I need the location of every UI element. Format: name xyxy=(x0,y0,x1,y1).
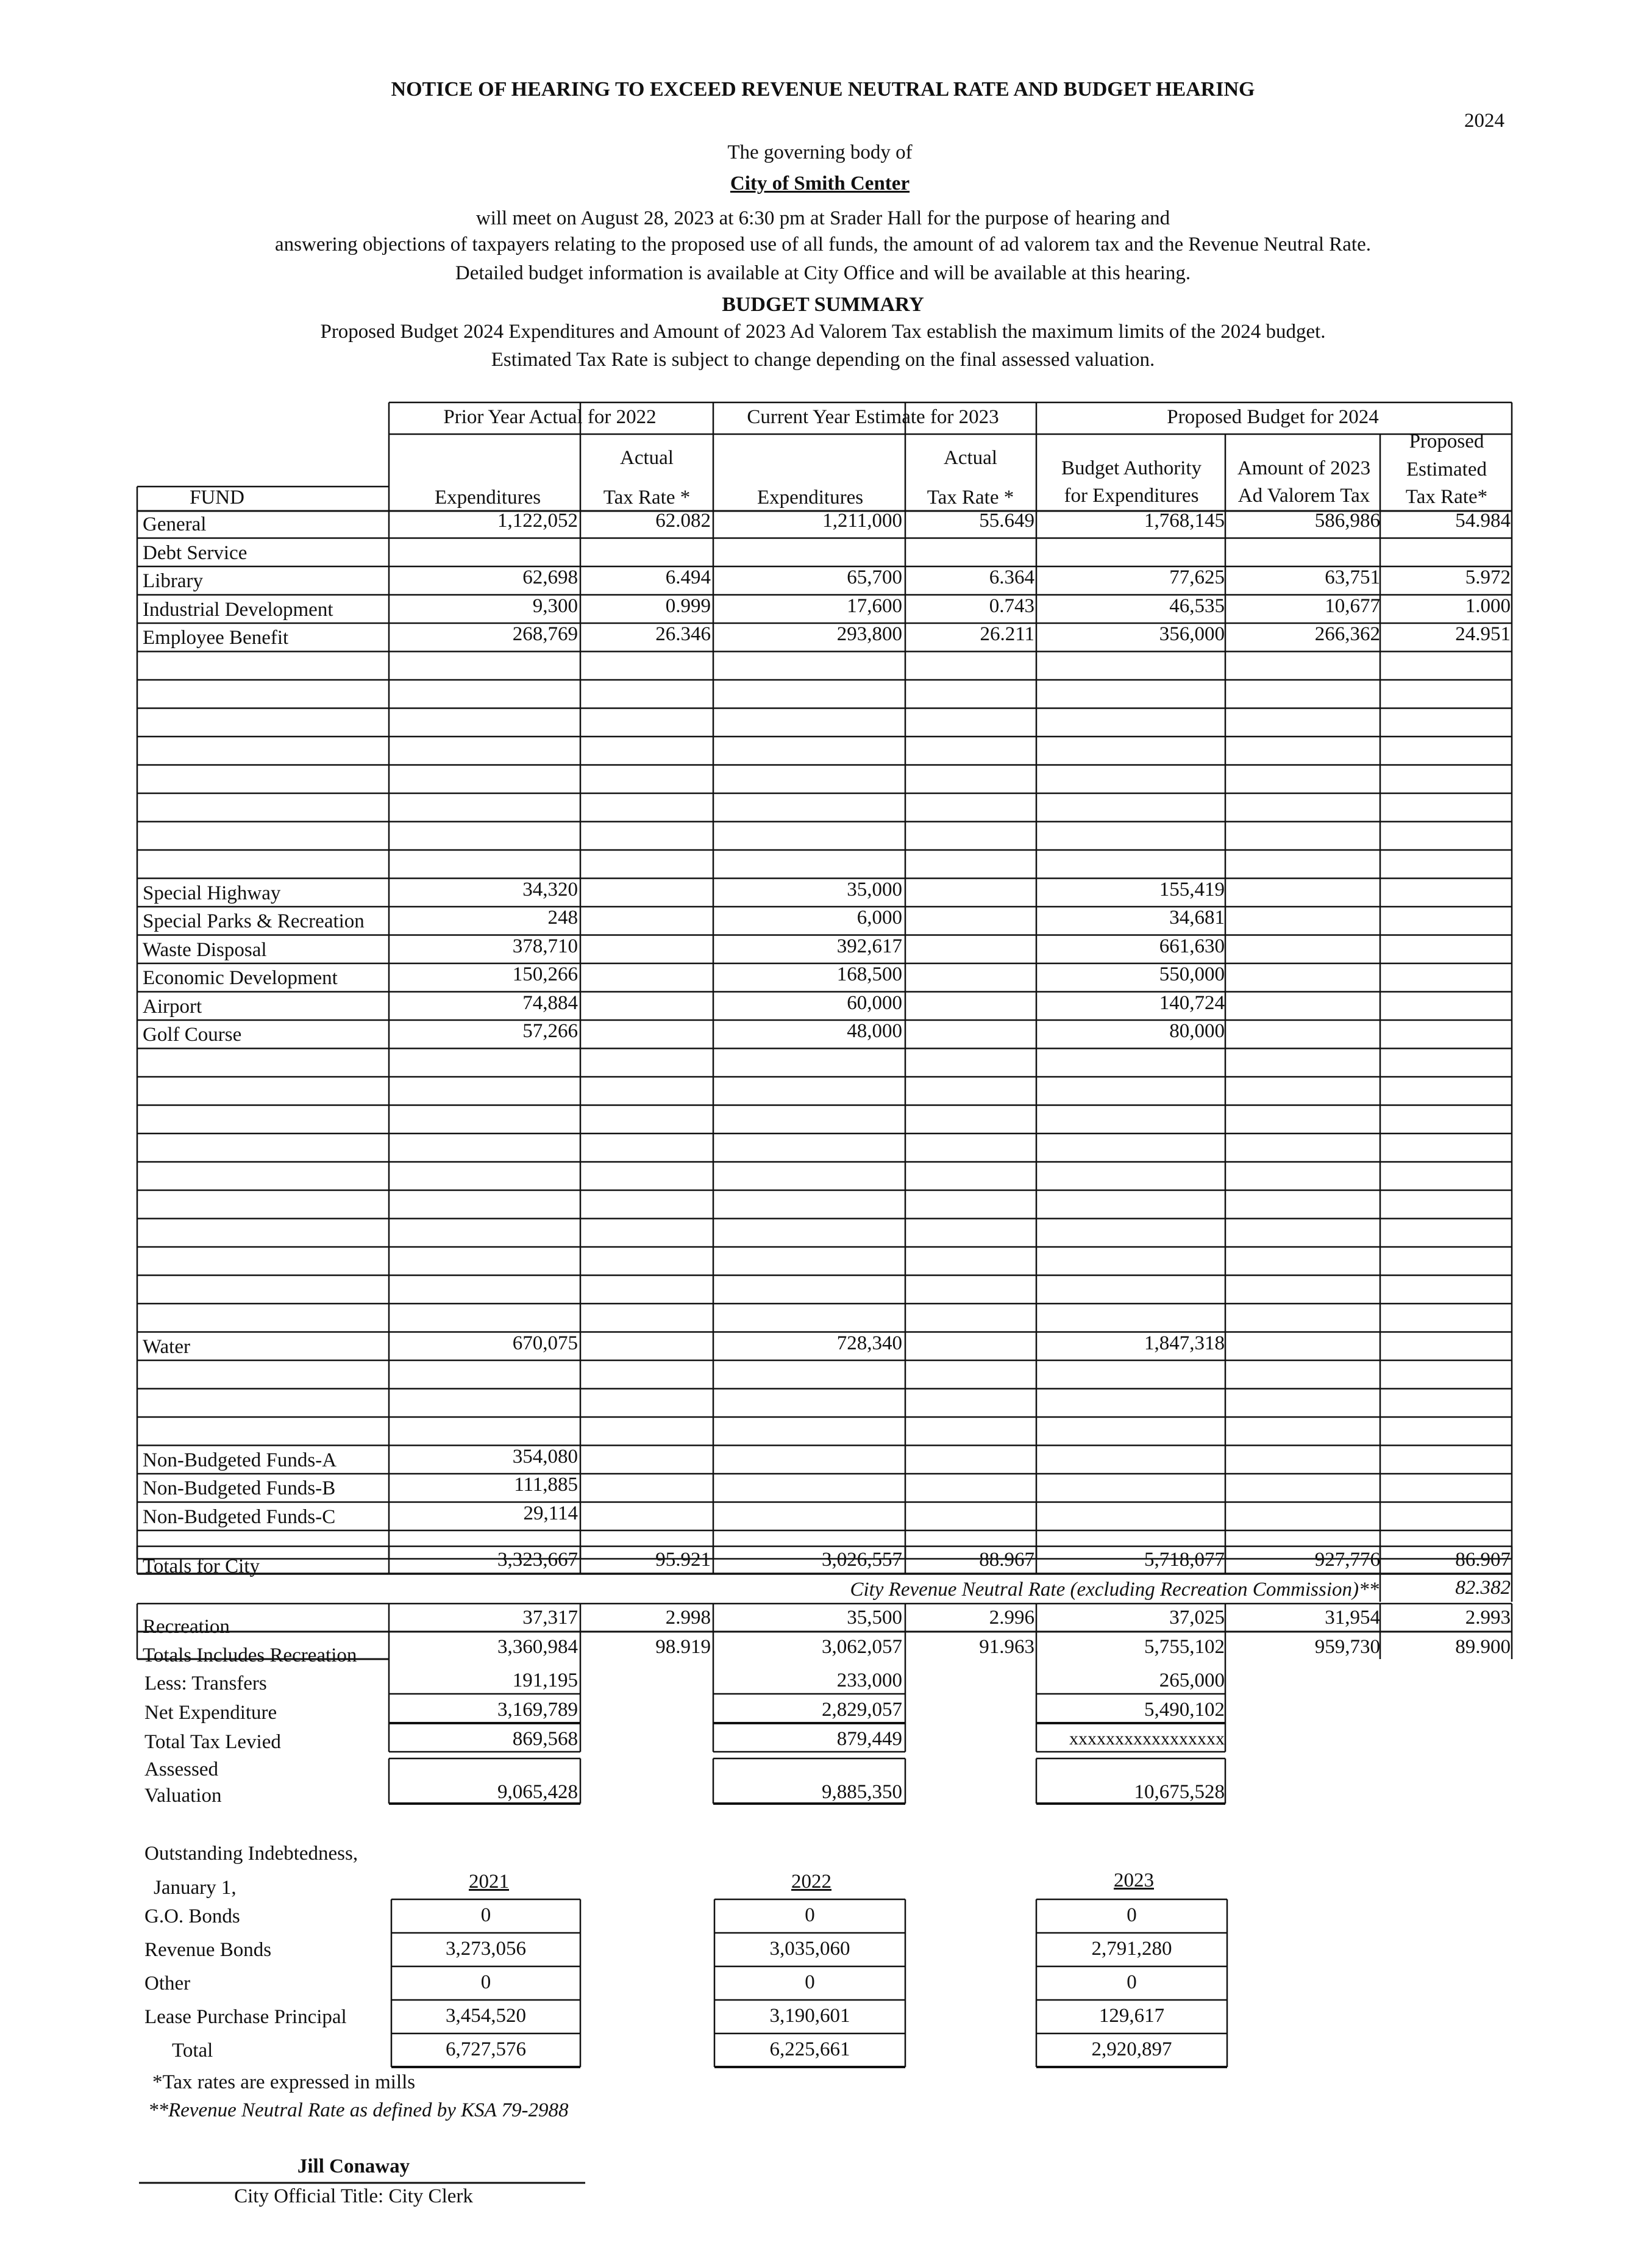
net-c3: 2,829,057 xyxy=(822,1699,902,1721)
header-current-year: Current Year Estimate for 2023 xyxy=(747,406,999,428)
fund-cell-c6: 10,677 xyxy=(1325,594,1380,617)
totals-city-c7: 86.907 xyxy=(1455,1549,1511,1571)
fund-cell-c1: 378,710 xyxy=(512,935,578,957)
indebtedness-year-2021: 2021 xyxy=(469,1871,509,1893)
indebtedness-row-label: Revenue Bonds xyxy=(144,1939,272,1961)
fund-cell-c3: 17,600 xyxy=(847,594,902,617)
fund-name: Industrial Development xyxy=(143,598,333,621)
fund-cell-c3: 168,500 xyxy=(836,963,902,985)
fund-name: Non-Budgeted Funds-A xyxy=(143,1449,337,1471)
fund-cell-c3: 728,340 xyxy=(836,1332,902,1354)
indebtedness-value: 3,454,520 xyxy=(446,2005,526,2027)
totals-incl-c3: 3,062,057 xyxy=(822,1636,902,1658)
tax-levied-label: Total Tax Levied xyxy=(144,1731,281,1753)
levied-c1: 869,568 xyxy=(512,1728,578,1750)
fund-cell-c5: 34,681 xyxy=(1169,907,1225,929)
fund-name: Airport xyxy=(143,995,202,1018)
fund-cell-c6: 63,751 xyxy=(1325,566,1380,588)
indebtedness-value: 0 xyxy=(1127,1904,1137,1926)
fund-cell-c1: 62,698 xyxy=(522,566,578,588)
fund-cell-c2: 62.082 xyxy=(655,510,711,532)
recreation-c7: 2.993 xyxy=(1465,1607,1511,1629)
header-taxrate-prior: Tax Rate * xyxy=(603,487,691,509)
totals-incl-c6: 959,730 xyxy=(1314,1636,1380,1658)
fund-cell-c1: 354,080 xyxy=(512,1445,578,1468)
fund-cell-c5: 550,000 xyxy=(1159,963,1225,985)
fund-cell-c3: 35,000 xyxy=(847,878,902,901)
fund-cell-c5: 77,625 xyxy=(1169,566,1225,588)
totals-city-c1: 3,323,667 xyxy=(497,1549,578,1571)
recreation-c4: 2.996 xyxy=(989,1607,1034,1629)
assessed-c1: 9,065,428 xyxy=(497,1781,578,1803)
recreation-c2: 2.998 xyxy=(665,1607,711,1629)
totals-city-c4: 88.967 xyxy=(979,1549,1034,1571)
governing-line: The governing body of xyxy=(727,141,913,163)
assessed-c5: 10,675,528 xyxy=(1134,1781,1225,1803)
objections-line: answering objections of taxpayers relating to the proposed use of all funds, the amount of ad valorem tax and the Revenue Neutral Rate. xyxy=(275,234,1371,255)
recreation-c1: 37,317 xyxy=(522,1607,578,1629)
meeting-line: will meet on August 28, 2023 at 6:30 pm at Srader Hall for the purpose of hearing and xyxy=(475,207,1170,229)
header-expenditures-current: Expenditures xyxy=(757,487,864,509)
indebtedness-value: 2,791,280 xyxy=(1091,1938,1172,1960)
transfers-label: Less: Transfers xyxy=(144,1673,267,1694)
fund-name: Golf Course xyxy=(143,1024,242,1046)
indebtedness-value: 0 xyxy=(480,1971,491,1993)
indebtedness-value: 2,920,897 xyxy=(1091,2038,1172,2060)
net-c5: 5,490,102 xyxy=(1144,1699,1225,1721)
fund-cell-c3: 293,800 xyxy=(836,623,902,645)
fund-name: Library xyxy=(143,570,203,592)
fund-cell-c4: 6.364 xyxy=(989,566,1034,588)
indebtedness-value: 3,035,060 xyxy=(769,1938,850,1960)
assessed-c3: 9,885,350 xyxy=(822,1781,902,1803)
footnote-mills: *Tax rates are expressed in mills xyxy=(152,2071,416,2093)
revenue-neutral-rate-label: City Revenue Neutral Rate (excluding Recreation Commission)** xyxy=(850,1579,1379,1601)
fund-name: General xyxy=(143,513,207,535)
page-title: NOTICE OF HEARING TO EXCEED REVENUE NEUTRAL RATE AND BUDGET HEARING xyxy=(391,78,1255,101)
header-amount-2023: Amount of 2023 xyxy=(1237,457,1371,479)
indebtedness-row-label: G.O. Bonds xyxy=(144,1905,240,1927)
recreation-c5: 37,025 xyxy=(1169,1607,1225,1629)
totals-city-c6: 927,776 xyxy=(1314,1549,1380,1571)
header-ad-valorem: Ad Valorem Tax xyxy=(1237,485,1370,507)
detail-line: Detailed budget information is available at City Office and will be available at this hearing. xyxy=(455,262,1191,284)
fund-name: Non-Budgeted Funds-C xyxy=(143,1505,336,1528)
fund-cell-c3: 60,000 xyxy=(847,991,902,1014)
city-name: City of Smith Center xyxy=(730,173,910,195)
totals-incl-c2: 98.919 xyxy=(655,1636,711,1658)
fund-cell-c1: 57,266 xyxy=(522,1020,578,1042)
fund-name: Waste Disposal xyxy=(143,938,267,961)
header-expenditures-prior: Expenditures xyxy=(434,487,541,509)
totals-incl-c7: 89.900 xyxy=(1455,1636,1511,1658)
assessed-label-1: Assessed xyxy=(144,1758,218,1780)
fund-name: Debt Service xyxy=(143,541,247,564)
header-actual-prior: Actual xyxy=(620,447,674,469)
fund-name: Special Highway xyxy=(143,882,281,904)
fund-cell-c3: 65,700 xyxy=(847,566,902,588)
header-tax-rate: Tax Rate* xyxy=(1405,486,1488,508)
fund-cell-c1: 268,769 xyxy=(512,623,578,645)
budget-summary-title: BUDGET SUMMARY xyxy=(722,293,924,316)
totals-city-label: Totals for City xyxy=(143,1555,260,1577)
fund-cell-c1: 1,122,052 xyxy=(497,510,578,532)
header-estimated: Estimated xyxy=(1406,459,1487,480)
indebtedness-value: 3,190,601 xyxy=(769,2005,850,2027)
recreation-label: Recreation xyxy=(143,1616,230,1638)
signature-title: City Official Title: City Clerk xyxy=(234,2185,473,2207)
fund-cell-c1: 150,266 xyxy=(512,963,578,985)
fund-cell-c2: 0.999 xyxy=(665,594,711,617)
recreation-c3: 35,500 xyxy=(847,1607,902,1629)
fund-cell-c7: 54.984 xyxy=(1455,510,1511,532)
fund-name: Water xyxy=(143,1335,190,1358)
fund-cell-c5: 1,768,145 xyxy=(1144,510,1225,532)
fund-cell-c2: 26.346 xyxy=(655,623,711,645)
header-fund: FUND xyxy=(190,487,244,509)
indebtedness-value: 0 xyxy=(805,1971,815,1993)
indebtedness-value: 0 xyxy=(1127,1971,1137,1993)
fund-cell-c5: 1,847,318 xyxy=(1144,1332,1225,1354)
net-c1: 3,169,789 xyxy=(497,1699,578,1721)
fund-cell-c5: 80,000 xyxy=(1169,1020,1225,1042)
fund-cell-c5: 661,630 xyxy=(1159,935,1225,957)
indebtedness-value: 129,617 xyxy=(1098,2005,1165,2027)
totals-incl-c5: 5,755,102 xyxy=(1144,1636,1225,1658)
levied-c3: 879,449 xyxy=(836,1728,902,1750)
fund-cell-c3: 48,000 xyxy=(847,1020,902,1042)
fund-cell-c1: 34,320 xyxy=(522,878,578,901)
fund-name: Economic Development xyxy=(143,967,338,989)
fund-cell-c1: 29,114 xyxy=(523,1502,578,1524)
fund-cell-c1: 248 xyxy=(547,907,578,929)
budget-year: 2024 xyxy=(1464,110,1504,132)
indebtedness-value: 0 xyxy=(480,1904,491,1926)
fund-cell-c6: 586,986 xyxy=(1314,510,1380,532)
totals-city-c3: 3,026,557 xyxy=(822,1549,902,1571)
transfers-c3: 233,000 xyxy=(836,1669,902,1691)
fund-name: Employee Benefit xyxy=(143,627,289,649)
header-prior-year: Prior Year Actual for 2022 xyxy=(443,406,657,428)
fund-cell-c3: 6,000 xyxy=(856,907,902,929)
header-budget-authority: Budget Authority xyxy=(1061,457,1202,479)
fund-cell-c6: 266,362 xyxy=(1314,623,1380,645)
fund-cell-c1: 111,885 xyxy=(514,1474,578,1496)
net-expenditure-label: Net Expenditure xyxy=(144,1702,277,1724)
recreation-c6: 31,954 xyxy=(1325,1607,1380,1629)
fund-cell-c1: 9,300 xyxy=(532,594,578,617)
estimate-line: Estimated Tax Rate is subject to change depending on the final assessed valuation. xyxy=(491,349,1155,371)
indebtedness-year-2022: 2022 xyxy=(791,1871,831,1893)
header-proposed-budget: Proposed Budget for 2024 xyxy=(1167,406,1379,428)
fund-cell-c3: 1,211,000 xyxy=(822,510,902,532)
signature-name: Jill Conaway xyxy=(297,2155,410,2177)
header-for-expenditures: for Expenditures xyxy=(1064,485,1199,507)
indebtedness-value: 6,727,576 xyxy=(446,2038,526,2060)
fund-cell-c4: 0.743 xyxy=(989,594,1034,617)
header-actual-current: Actual xyxy=(944,447,997,469)
totals-incl-c1: 3,360,984 xyxy=(497,1636,578,1658)
totals-incl-label: Totals Includes Recreation xyxy=(143,1644,357,1666)
footnote-rnr: **Revenue Neutral Rate as defined by KSA 79-2988 xyxy=(148,2099,569,2121)
header-proposed: Proposed xyxy=(1409,430,1484,452)
fund-cell-c7: 1.000 xyxy=(1465,594,1511,617)
fund-cell-c4: 55.649 xyxy=(979,510,1034,532)
fund-cell-c5: 356,000 xyxy=(1159,623,1225,645)
fund-cell-c1: 74,884 xyxy=(522,991,578,1014)
totals-city-c2: 95.921 xyxy=(655,1549,711,1571)
assessed-label-2: Valuation xyxy=(144,1785,222,1807)
fund-name: Non-Budgeted Funds-B xyxy=(143,1477,336,1499)
levied-c5: xxxxxxxxxxxxxxxxx xyxy=(1069,1729,1225,1749)
fund-cell-c2: 6.494 xyxy=(665,566,711,588)
fund-cell-c5: 155,419 xyxy=(1159,878,1225,901)
fund-cell-c7: 24.951 xyxy=(1455,623,1511,645)
indebtedness-value: 3,273,056 xyxy=(446,1938,526,1960)
indebtedness-label: Outstanding Indebtedness, xyxy=(144,1843,358,1865)
fund-cell-c4: 26.211 xyxy=(980,623,1034,645)
totals-city-c5: 5,718,077 xyxy=(1144,1549,1225,1571)
fund-cell-c3: 392,617 xyxy=(836,935,902,957)
transfers-c5: 265,000 xyxy=(1159,1669,1225,1691)
indebtedness-year-2023: 2023 xyxy=(1114,1869,1154,1891)
indebtedness-row-label: Other xyxy=(144,1972,191,1994)
fund-cell-c5: 46,535 xyxy=(1169,594,1225,617)
header-taxrate-current: Tax Rate * xyxy=(927,487,1014,509)
fund-name: Special Parks & Recreation xyxy=(143,910,365,932)
totals-incl-c4: 91.963 xyxy=(979,1636,1034,1658)
indebtedness-date-label: January 1, xyxy=(154,1877,237,1899)
fund-cell-c7: 5.972 xyxy=(1465,566,1511,588)
indebtedness-value: 6,225,661 xyxy=(769,2038,850,2060)
revenue-neutral-rate-value: 82.382 xyxy=(1455,1577,1511,1599)
indebtedness-row-label: Lease Purchase Principal xyxy=(144,2006,347,2028)
fund-cell-c5: 140,724 xyxy=(1159,991,1225,1014)
fund-cell-c1: 670,075 xyxy=(512,1332,578,1354)
indebtedness-row-label: Total xyxy=(172,2040,213,2062)
proposed-line: Proposed Budget 2024 Expenditures and Amount of 2023 Ad Valorem Tax establish the maximum limits of the 2024 budget. xyxy=(320,321,1326,343)
indebtedness-value: 0 xyxy=(805,1904,815,1926)
transfers-c1: 191,195 xyxy=(512,1669,578,1691)
